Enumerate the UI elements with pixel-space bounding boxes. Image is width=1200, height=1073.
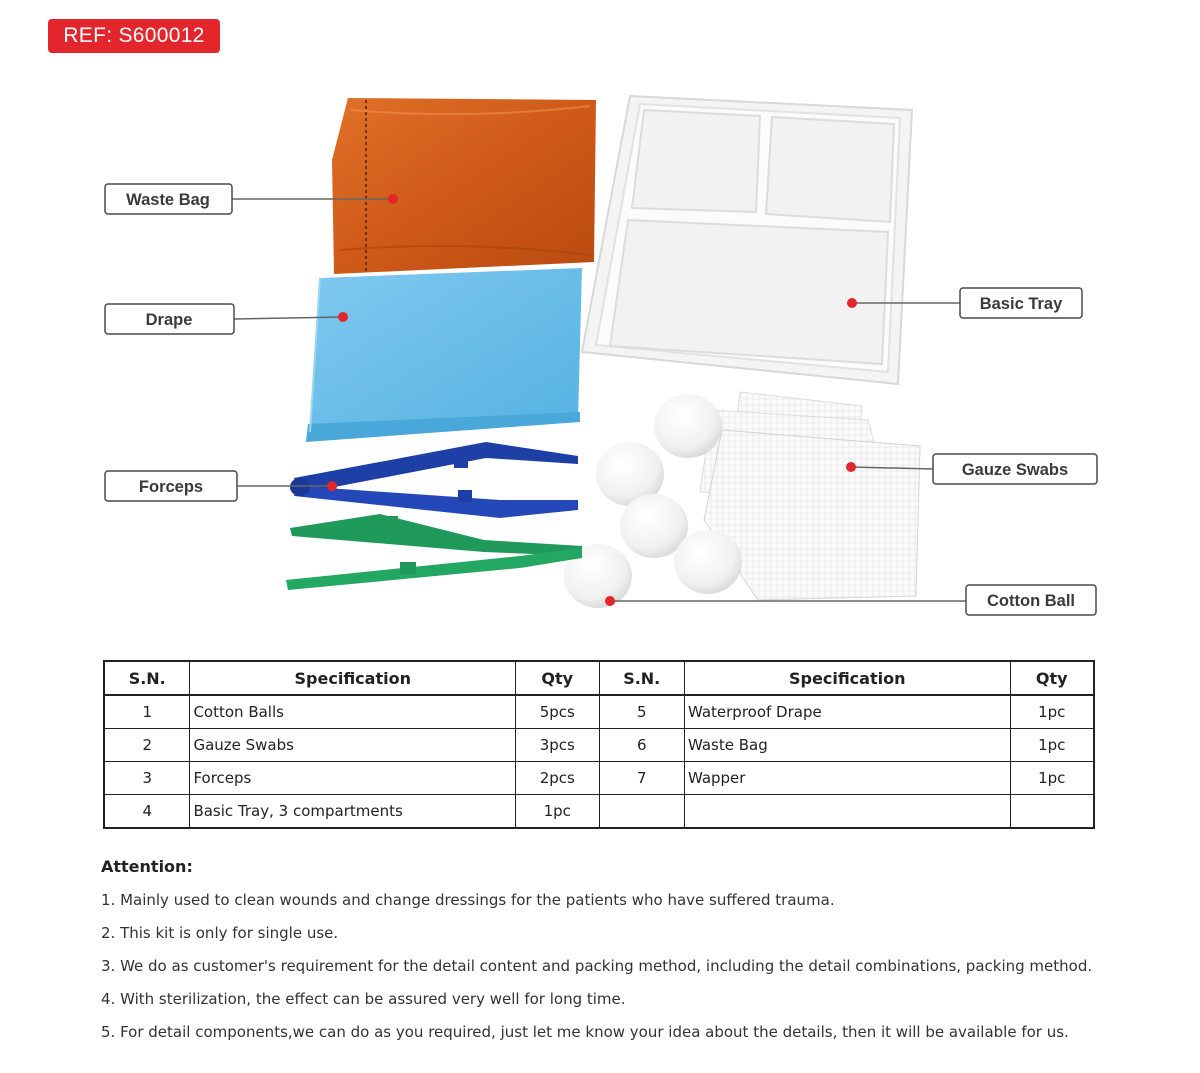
attention-section <box>101 857 1101 1055</box>
cell-qty: 3pcs <box>516 729 599 762</box>
cell-sn: 3 <box>104 762 190 795</box>
cell-sn: 6 <box>599 729 684 762</box>
attention-item: 3. We do as customer's requirement for the detail content and packing method, including the detail combinations, packing method. <box>101 957 1093 975</box>
cell-qty: 1pc <box>516 795 599 829</box>
cell-sn: 1 <box>104 695 190 729</box>
cell-specification: Waterproof Drape <box>684 695 1010 729</box>
table-header-row <box>104 661 1094 695</box>
attention-item: 2. This kit is only for single use. <box>101 924 339 942</box>
cotton-ball-dot <box>605 596 615 606</box>
basic-tray-dot <box>847 298 857 308</box>
attention-item: 1. Mainly used to clean wounds and change dressings for the patients who have suffered trauma. <box>101 891 835 909</box>
cell-sn: 2 <box>104 729 190 762</box>
cell-specification: Forceps <box>190 762 516 795</box>
cell-qty: 1pc <box>1010 762 1094 795</box>
cell-qty <box>1010 795 1094 829</box>
ref-badge: REF: S600012 <box>48 19 220 53</box>
cell-qty: 2pcs <box>516 762 599 795</box>
table-row <box>104 762 1094 795</box>
callout-forceps: Forceps <box>138 478 204 496</box>
product-illustration <box>0 80 1200 640</box>
attention-title: Attention: <box>101 857 193 876</box>
cell-specification: Waste Bag <box>684 729 1010 762</box>
header-specification-2: Specification <box>684 661 1010 695</box>
cell-specification: Gauze Swabs <box>190 729 516 762</box>
cell-specification: Cotton Balls <box>190 695 516 729</box>
attention-item: 5. For detail components,we can do as you required, just let me know your idea about the details, then it will be available for us. <box>101 1023 1069 1041</box>
forceps-dot <box>327 481 337 491</box>
forceps-image <box>286 442 582 590</box>
cell-specification: Basic Tray, 3 compartments <box>190 795 516 829</box>
cell-specification <box>684 795 1010 829</box>
callout-drape: Drape <box>145 311 193 329</box>
cell-sn: 5 <box>599 695 684 729</box>
header-sn-2: S.N. <box>599 661 684 695</box>
cell-qty: 5pcs <box>516 695 599 729</box>
header-qty-2: Qty <box>1010 661 1094 695</box>
cell-qty: 1pc <box>1010 695 1094 729</box>
callout-cotton-ball: Cotton Ball <box>987 592 1075 610</box>
attention-item: 4. With sterilization, the effect can be assured very well for long time. <box>101 990 626 1008</box>
cell-sn <box>599 795 684 829</box>
drape-dot <box>338 312 348 322</box>
table-row <box>104 695 1094 729</box>
waste-bag-image <box>332 98 596 274</box>
basic-tray-image <box>582 96 912 384</box>
callout-basic-tray: Basic Tray <box>979 295 1063 313</box>
header-qty: Qty <box>516 661 599 695</box>
table-row <box>104 795 1094 829</box>
gauze-swabs-dot <box>846 462 856 472</box>
cell-sn: 4 <box>104 795 190 829</box>
header-sn: S.N. <box>104 661 190 695</box>
cell-qty: 1pc <box>1010 729 1094 762</box>
callout-gauze-swabs: Gauze Swabs <box>961 461 1069 479</box>
callout-waste-bag: Waste Bag <box>126 191 210 209</box>
table-row <box>104 729 1094 762</box>
waste-bag-dot <box>388 194 398 204</box>
attention-list <box>101 890 1101 1055</box>
cell-specification: Wapper <box>684 762 1010 795</box>
header-specification: Specification <box>190 661 516 695</box>
cell-sn: 7 <box>599 762 684 795</box>
specification-table <box>103 660 1095 829</box>
drape-image <box>306 268 582 442</box>
